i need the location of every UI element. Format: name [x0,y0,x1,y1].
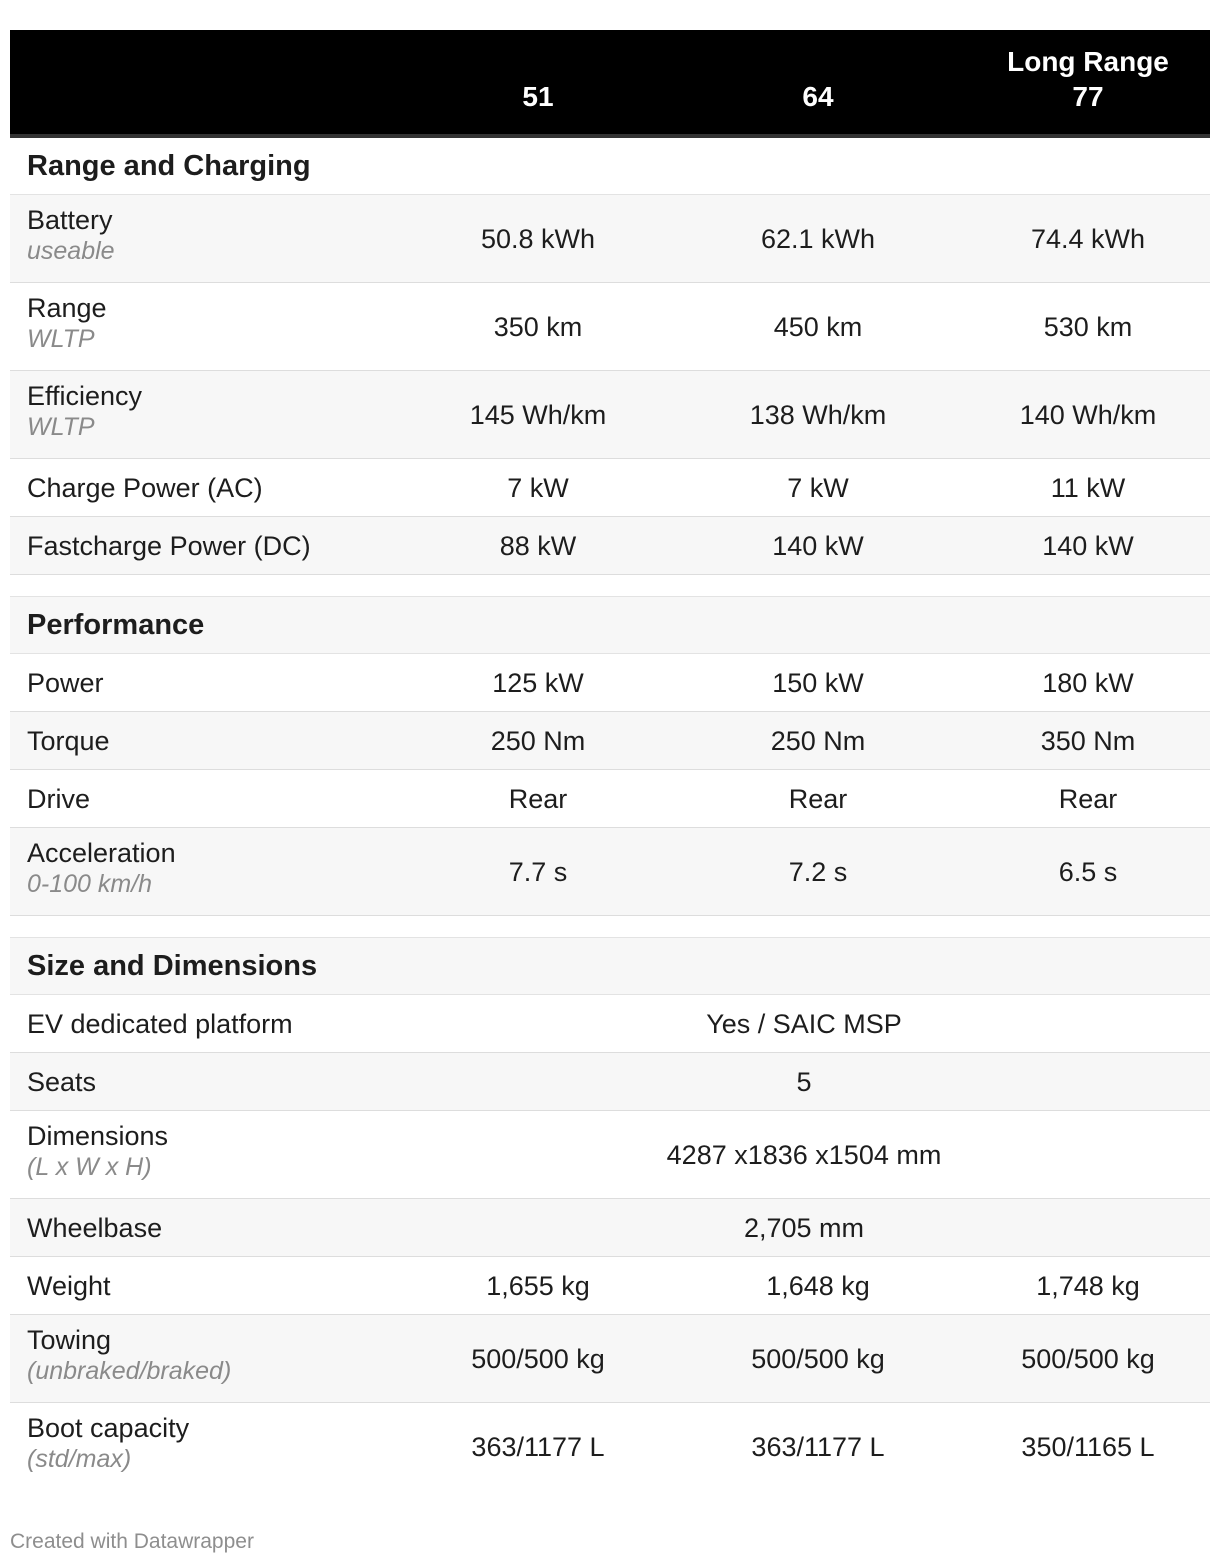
row-label: Wheelbase [27,1213,163,1243]
cell-51: Rear [508,784,568,814]
cell-77: 6.5 s [1058,857,1118,887]
row-label: EV dedicated platform [27,1009,293,1039]
label-main: Acceleration [27,838,176,868]
row-platform [10,995,1210,1053]
row-label [27,283,107,356]
row-label: Fastcharge Power (DC) [27,531,311,561]
row-label: Drive [27,784,91,814]
row-towing [10,1315,1210,1403]
cell-64: 250 Nm [770,726,866,756]
row-label [27,828,176,901]
cell-77: Rear [1058,784,1118,814]
row-label [27,1315,231,1388]
cell-77: 1,748 kg [1036,1271,1140,1301]
spec-table [10,30,1210,1491]
row-label: Torque [27,726,110,756]
cell-64: 62.1 kWh [760,224,876,254]
cell-77: 500/500 kg [1021,1344,1155,1374]
row-torque [10,712,1210,770]
row-label [27,195,115,268]
section-title-size: Size and Dimensions [10,938,1210,995]
cell-51: 7 kW [507,473,569,503]
header-col3-line1: Long Range [1007,46,1169,77]
row-label [27,1403,189,1476]
row-dimensions [10,1111,1210,1199]
cell-51: 7.7 s [508,857,568,887]
row-wheelbase [10,1199,1210,1257]
label-main: Battery [27,205,113,235]
row-label: Seats [27,1067,97,1097]
section-title-performance: Performance [10,597,1210,654]
cell-64: 7.2 s [788,857,848,887]
label-main: Dimensions [27,1121,169,1151]
label-sub: WLTP [27,325,95,353]
header-col-long-range-77 [956,44,1220,114]
cell-64: 138 Wh/km [749,400,887,430]
section-title-range: Range and Charging [10,138,1210,195]
row-efficiency [10,371,1210,459]
footer-credit[interactable]: Created with Datawrapper [10,1530,254,1553]
cell-77: 350/1165 L [1021,1432,1155,1462]
cell-merged: 4287 x1836 x1504 mm [666,1140,942,1170]
cell-77: 74.4 kWh [1030,224,1146,254]
cell-64: 7 kW [787,473,849,503]
label-main: Range [27,293,107,323]
cell-77: 530 km [1043,312,1133,342]
cell-51: 145 Wh/km [469,400,607,430]
row-label [27,371,142,444]
row-weight [10,1257,1210,1315]
row-range [10,283,1210,371]
row-acceleration [10,828,1210,916]
row-label: Weight [27,1271,111,1301]
section-divider [10,916,1210,938]
cell-77: 11 kW [1050,473,1126,503]
label-sub: (L x W x H) [27,1153,152,1181]
cell-77: 350 Nm [1040,726,1136,756]
label-sub: useable [27,237,115,265]
label-sub: 0-100 km/h [27,870,153,898]
label-sub: (unbraked/braked) [27,1357,232,1385]
cell-merged: 2,705 mm [743,1213,865,1243]
label-main: Boot capacity [27,1413,190,1443]
cell-51: 350 km [493,312,583,342]
cell-51: 500/500 kg [471,1344,605,1374]
row-battery [10,195,1210,283]
cell-64: 450 km [773,312,863,342]
cell-51: 88 kW [499,531,577,561]
cell-64: 1,648 kg [766,1271,870,1301]
cell-merged: 5 [796,1067,812,1097]
cell-merged: Yes / SAIC MSP [706,1009,902,1039]
header-col-51: 51 [522,81,554,112]
row-boot [10,1403,1210,1491]
cell-77: 140 Wh/km [1019,400,1157,430]
cell-64: 500/500 kg [751,1344,885,1374]
cell-51: 125 kW [492,668,584,698]
label-sub: WLTP [27,413,95,441]
cell-77: 140 kW [1042,531,1134,561]
row-label: Power [27,668,104,698]
cell-51: 250 Nm [490,726,586,756]
table-header [10,30,1210,138]
label-main: Efficiency [27,381,143,411]
label-main: Towing [27,1325,112,1355]
row-power [10,654,1210,712]
cell-64: 363/1177 L [751,1432,885,1462]
row-charge-ac [10,459,1210,517]
cell-64: 140 kW [772,531,864,561]
header-col3-line2: 77 [1072,81,1104,112]
row-drive [10,770,1210,828]
row-label: Charge Power (AC) [27,473,263,503]
cell-51: 50.8 kWh [480,224,596,254]
cell-64: 150 kW [772,668,864,698]
row-seats [10,1053,1210,1111]
label-sub: (std/max) [27,1445,132,1473]
cell-77: 180 kW [1042,668,1134,698]
cell-51: 1,655 kg [486,1271,590,1301]
row-charge-dc [10,517,1210,575]
header-col-64: 64 [802,81,834,112]
section-divider [10,575,1210,597]
row-label [27,1111,168,1184]
cell-64: Rear [788,784,848,814]
cell-51: 363/1177 L [471,1432,605,1462]
